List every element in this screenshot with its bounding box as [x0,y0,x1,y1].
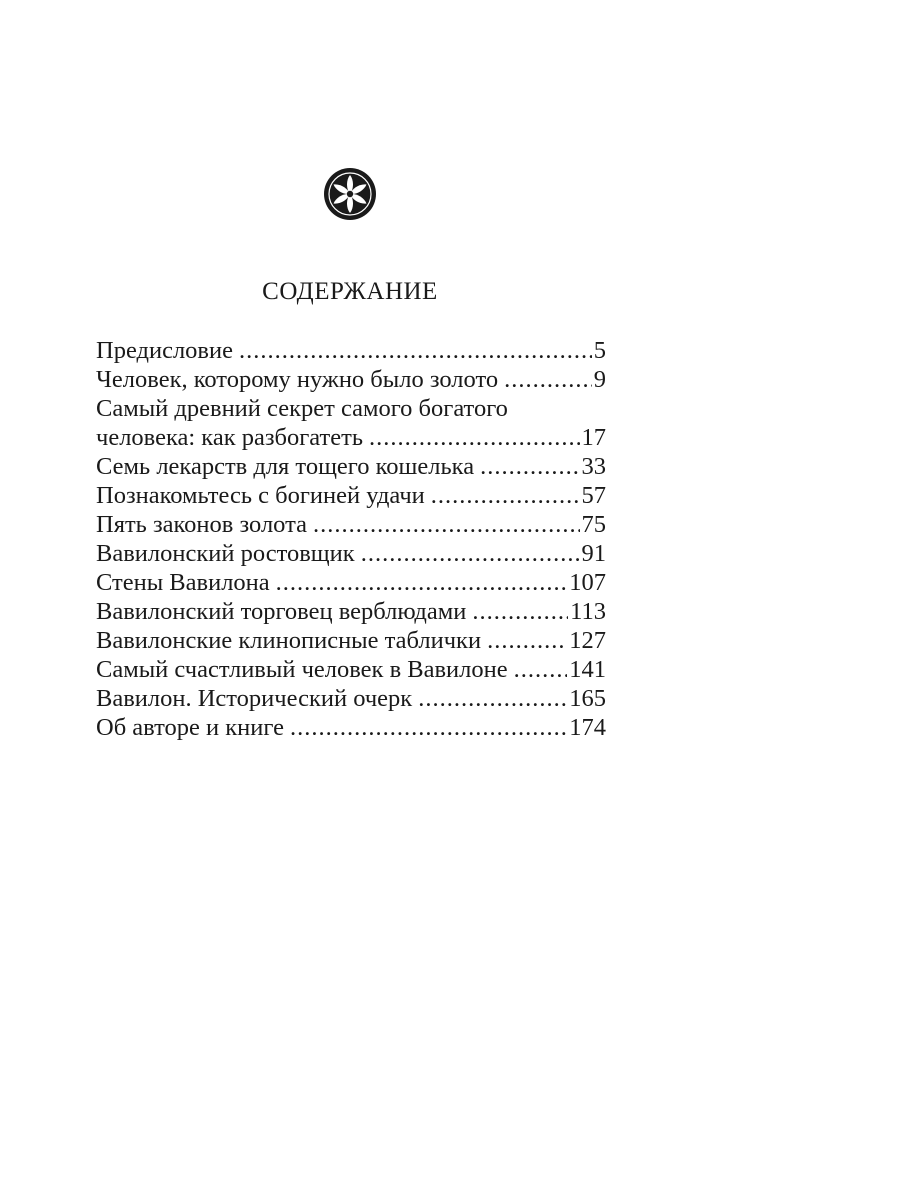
toc-entry-page: 113 [570,598,606,625]
toc-entry[interactable] [96,481,606,510]
toc-entry-page: 5 [593,337,606,364]
toc-entry-title: Стены Вавилона [96,569,270,596]
toc-entry-page: 165 [569,685,606,712]
dot-leader [472,597,568,626]
toc-entry-title: Семь лекарств для тощего кошелька [96,453,475,480]
toc-entry-page: 174 [569,714,606,741]
toc-entry-title: Пять законов золота [96,511,307,538]
dot-leader [369,423,579,452]
toc-entry-page: 127 [569,627,606,654]
dot-leader [487,626,567,655]
toc-entry-title: человека: как разбогатеть [96,424,364,451]
rosette-ornament-icon [323,167,377,221]
toc-entry[interactable] [96,336,606,365]
toc-entry-title-line: Самый древний секрет самого богатого [96,395,508,422]
dot-leader [504,365,592,394]
dot-leader [276,568,568,597]
toc-entry-title: Познакомьтесь с богиней удачи [96,482,425,509]
table-of-contents [96,336,606,742]
dot-leader [431,481,580,510]
toc-entry-title: Вавилонский торговец верблюдами [96,598,467,625]
toc-title: СОДЕРЖАНИЕ [262,278,438,305]
dot-leader [290,713,567,742]
toc-entry[interactable] [96,684,606,713]
dot-leader [418,684,567,713]
toc-entry-title: Предисловие [96,337,233,364]
toc-entry-page: 75 [581,511,606,538]
toc-entry-title: Самый счастливый человек в Вавилоне [96,656,508,683]
toc-entry-title: Вавилон. Исторический очерк [96,685,413,712]
toc-entry-page: 91 [581,540,606,567]
toc-entry[interactable] [96,655,606,684]
toc-entry-page: 107 [569,569,606,596]
toc-entry-title: Об авторе и книге [96,714,284,741]
toc-entry-title: Человек, которому нужно было золото [96,366,499,393]
dot-leader [313,510,580,539]
toc-entry[interactable] [96,539,606,568]
toc-entry-page: 141 [569,656,606,683]
dot-leader [361,539,580,568]
toc-entry-page: 57 [581,482,606,509]
dot-leader [480,452,579,481]
toc-entry[interactable] [96,510,606,539]
toc-entry-page: 17 [581,424,606,451]
toc-entry-title: Вавилонские клинописные таблички [96,627,482,654]
toc-entry[interactable] [96,452,606,481]
dot-leader [239,336,592,365]
toc-entry[interactable] [96,713,606,742]
toc-entry-page: 33 [581,453,606,480]
toc-entry[interactable] [96,597,606,626]
toc-entry-title: Вавилонский ростовщик [96,540,355,567]
toc-entry[interactable] [96,626,606,655]
toc-entry[interactable] [96,568,606,597]
toc-entry-page: 9 [593,366,606,393]
toc-entry[interactable] [96,365,606,394]
dot-leader [514,655,568,684]
toc-entry[interactable] [96,394,606,452]
